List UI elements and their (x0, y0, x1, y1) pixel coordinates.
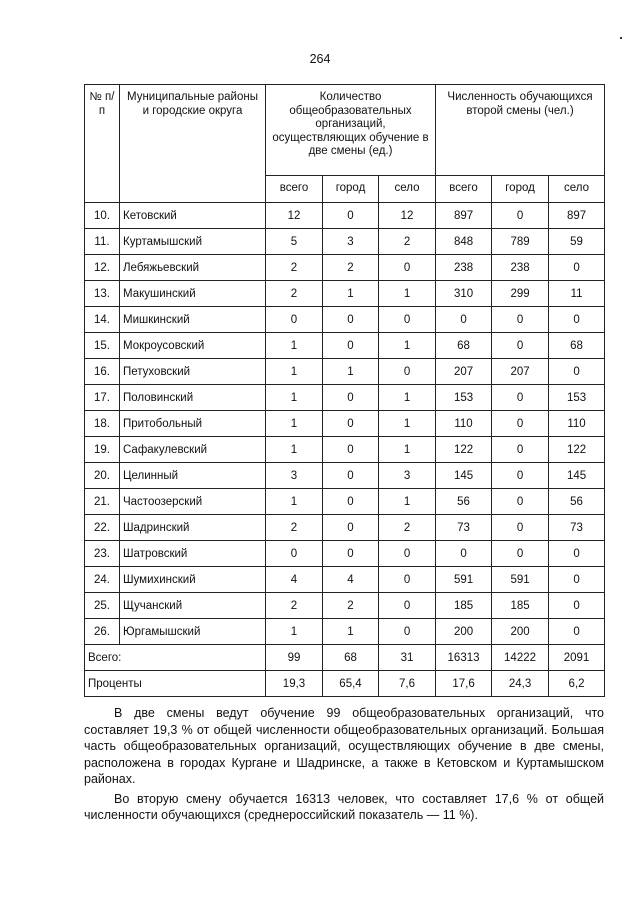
value-cell: 0 (323, 203, 379, 229)
value-cell: 0 (379, 567, 436, 593)
value-cell: 1 (266, 619, 323, 645)
table-row (85, 515, 605, 541)
value-cell: 110 (549, 411, 605, 437)
district-name: Шумихинский (120, 567, 266, 593)
row-number: 14. (85, 307, 120, 333)
district-name: Мокроусовский (120, 333, 266, 359)
table-row (85, 567, 605, 593)
value-cell: 153 (549, 385, 605, 411)
body-text (84, 705, 604, 827)
table-row (85, 437, 605, 463)
percent-row (85, 671, 605, 697)
table-row (85, 463, 605, 489)
row-number: 18. (85, 411, 120, 437)
value-cell: 1 (266, 333, 323, 359)
value-cell: 1 (323, 619, 379, 645)
value-cell: 1 (266, 359, 323, 385)
value-cell: 153 (436, 385, 492, 411)
value-cell: 0 (379, 619, 436, 645)
value-cell: 238 (492, 255, 549, 281)
value-cell: 207 (436, 359, 492, 385)
value-cell: 0 (323, 385, 379, 411)
district-name: Кетовский (120, 203, 266, 229)
value-cell: 1 (379, 281, 436, 307)
row-number: 13. (85, 281, 120, 307)
header-students-group: Численность обучающихся второй смены (чел.) (436, 85, 605, 176)
value-cell: 68 (549, 333, 605, 359)
value-cell: 0 (323, 541, 379, 567)
value-cell: 848 (436, 229, 492, 255)
district-name: Целинный (120, 463, 266, 489)
total-value: 99 (266, 645, 323, 671)
total-value: 2091 (549, 645, 605, 671)
percent-value: 24,3 (492, 671, 549, 697)
total-value: 68 (323, 645, 379, 671)
value-cell: 0 (549, 541, 605, 567)
value-cell: 200 (436, 619, 492, 645)
total-value: 31 (379, 645, 436, 671)
value-cell: 3 (323, 229, 379, 255)
header-students-village: село (549, 176, 605, 203)
percent-value: 7,6 (379, 671, 436, 697)
value-cell: 0 (379, 541, 436, 567)
value-cell: 0 (492, 203, 549, 229)
district-name: Мишкинский (120, 307, 266, 333)
value-cell: 0 (323, 333, 379, 359)
row-number: 10. (85, 203, 120, 229)
value-cell: 185 (492, 593, 549, 619)
district-name: Юргамышский (120, 619, 266, 645)
value-cell: 0 (323, 437, 379, 463)
header-students-city: город (492, 176, 549, 203)
percent-label: Проценты (85, 671, 266, 697)
header-district: Муниципальные районы и городские округа (120, 85, 266, 203)
row-number: 20. (85, 463, 120, 489)
value-cell: 1 (379, 489, 436, 515)
row-number: 19. (85, 437, 120, 463)
row-number: 24. (85, 567, 120, 593)
value-cell: 2 (266, 255, 323, 281)
value-cell: 897 (436, 203, 492, 229)
value-cell: 0 (492, 541, 549, 567)
value-cell: 0 (492, 307, 549, 333)
value-cell: 3 (379, 463, 436, 489)
value-cell: 2 (379, 229, 436, 255)
value-cell: 2 (266, 515, 323, 541)
district-name: Куртамышский (120, 229, 266, 255)
value-cell: 1 (379, 411, 436, 437)
value-cell: 0 (323, 307, 379, 333)
row-number: 23. (85, 541, 120, 567)
value-cell: 591 (492, 567, 549, 593)
row-number: 17. (85, 385, 120, 411)
value-cell: 897 (549, 203, 605, 229)
value-cell: 5 (266, 229, 323, 255)
total-value: 14222 (492, 645, 549, 671)
percent-value: 65,4 (323, 671, 379, 697)
table-row (85, 411, 605, 437)
table-row (85, 385, 605, 411)
value-cell: 122 (549, 437, 605, 463)
value-cell: 1 (266, 489, 323, 515)
value-cell: 591 (436, 567, 492, 593)
table-row (85, 255, 605, 281)
value-cell: 2 (323, 255, 379, 281)
row-number: 26. (85, 619, 120, 645)
percent-value: 17,6 (436, 671, 492, 697)
value-cell: 2 (266, 281, 323, 307)
value-cell: 0 (492, 463, 549, 489)
value-cell: 0 (492, 437, 549, 463)
statistics-table (84, 84, 605, 697)
value-cell: 0 (549, 359, 605, 385)
value-cell: 0 (549, 307, 605, 333)
header-students-total: всего (436, 176, 492, 203)
value-cell: 185 (436, 593, 492, 619)
value-cell: 0 (549, 567, 605, 593)
row-number: 15. (85, 333, 120, 359)
district-name: Половинский (120, 385, 266, 411)
value-cell: 0 (549, 619, 605, 645)
district-name: Щучанский (120, 593, 266, 619)
table-row (85, 229, 605, 255)
paragraph: Во вторую смену обучается 16313 человек, что составляет 17,6 % от общей численности обучающихся (среднероссийский показатель — 11 %). (84, 791, 604, 822)
value-cell: 73 (549, 515, 605, 541)
header-num: № п/п (85, 85, 120, 203)
value-cell: 0 (549, 593, 605, 619)
value-cell: 0 (492, 489, 549, 515)
value-cell: 1 (379, 385, 436, 411)
table-row (85, 307, 605, 333)
value-cell: 207 (492, 359, 549, 385)
value-cell: 56 (436, 489, 492, 515)
value-cell: 0 (492, 385, 549, 411)
row-number: 11. (85, 229, 120, 255)
value-cell: 73 (436, 515, 492, 541)
value-cell: 145 (436, 463, 492, 489)
value-cell: 200 (492, 619, 549, 645)
value-cell: 0 (379, 307, 436, 333)
header-orgs-village: село (379, 176, 436, 203)
value-cell: 12 (379, 203, 436, 229)
row-number: 12. (85, 255, 120, 281)
value-cell: 0 (379, 255, 436, 281)
table-row (85, 333, 605, 359)
percent-value: 19,3 (266, 671, 323, 697)
value-cell: 0 (266, 307, 323, 333)
value-cell: 1 (266, 411, 323, 437)
value-cell: 2 (266, 593, 323, 619)
paragraph: В две смены ведут обучение 99 общеобразовательных организаций, что составляет 19,3 % от общей численности общеобразовательных организаций. Большая часть общеобразовательных организаций, осуществляющих обучение в две смены, расположена в городах Кургане и Шадринске, а также в Кетовском и Куртамышском районах. (84, 706, 604, 786)
value-cell: 3 (266, 463, 323, 489)
district-name: Частоозерский (120, 489, 266, 515)
table-row (85, 541, 605, 567)
value-cell: 310 (436, 281, 492, 307)
row-number: 22. (85, 515, 120, 541)
table-row (85, 489, 605, 515)
page-number: 264 (309, 52, 331, 66)
value-cell: 0 (492, 411, 549, 437)
header-row-main (85, 85, 605, 176)
value-cell: 110 (436, 411, 492, 437)
value-cell: 0 (379, 359, 436, 385)
value-cell: 2 (379, 515, 436, 541)
table-body (85, 203, 605, 697)
district-name: Макушинский (120, 281, 266, 307)
value-cell: 56 (549, 489, 605, 515)
table-row (85, 203, 605, 229)
value-cell: 0 (436, 541, 492, 567)
total-value: 16313 (436, 645, 492, 671)
value-cell: 0 (266, 541, 323, 567)
value-cell: 11 (549, 281, 605, 307)
value-cell: 1 (323, 359, 379, 385)
value-cell: 0 (492, 515, 549, 541)
row-number: 16. (85, 359, 120, 385)
district-name: Притобольный (120, 411, 266, 437)
value-cell: 59 (549, 229, 605, 255)
district-name: Петуховский (120, 359, 266, 385)
header-orgs-total: всего (266, 176, 323, 203)
value-cell: 789 (492, 229, 549, 255)
value-cell: 0 (323, 411, 379, 437)
district-name: Шадринский (120, 515, 266, 541)
value-cell: 238 (436, 255, 492, 281)
value-cell: 1 (379, 437, 436, 463)
value-cell: 299 (492, 281, 549, 307)
value-cell: 1 (266, 437, 323, 463)
row-number: 25. (85, 593, 120, 619)
value-cell: 1 (323, 281, 379, 307)
row-number: 21. (85, 489, 120, 515)
table-row (85, 281, 605, 307)
value-cell: 1 (266, 385, 323, 411)
table-row (85, 359, 605, 385)
value-cell: 0 (323, 489, 379, 515)
value-cell: 4 (266, 567, 323, 593)
value-cell: 122 (436, 437, 492, 463)
district-name: Лебяжьевский (120, 255, 266, 281)
value-cell: 0 (323, 515, 379, 541)
value-cell: 0 (549, 255, 605, 281)
district-name: Шатровский (120, 541, 266, 567)
header-orgs-city: город (323, 176, 379, 203)
header-orgs-group: Количество общеобразовательных организаций, осуществляющих обучение в две смены (ед.) (266, 85, 436, 176)
value-cell: 145 (549, 463, 605, 489)
table-row (85, 619, 605, 645)
total-label: Всего: (85, 645, 266, 671)
value-cell: 0 (492, 333, 549, 359)
value-cell: 68 (436, 333, 492, 359)
table-row (85, 593, 605, 619)
percent-value: 6,2 (549, 671, 605, 697)
value-cell: 0 (379, 593, 436, 619)
total-row (85, 645, 605, 671)
district-name: Сафакулевский (120, 437, 266, 463)
value-cell: 0 (323, 463, 379, 489)
value-cell: 0 (436, 307, 492, 333)
value-cell: 2 (323, 593, 379, 619)
value-cell: 4 (323, 567, 379, 593)
value-cell: 1 (379, 333, 436, 359)
value-cell: 12 (266, 203, 323, 229)
scan-dot (620, 37, 622, 39)
